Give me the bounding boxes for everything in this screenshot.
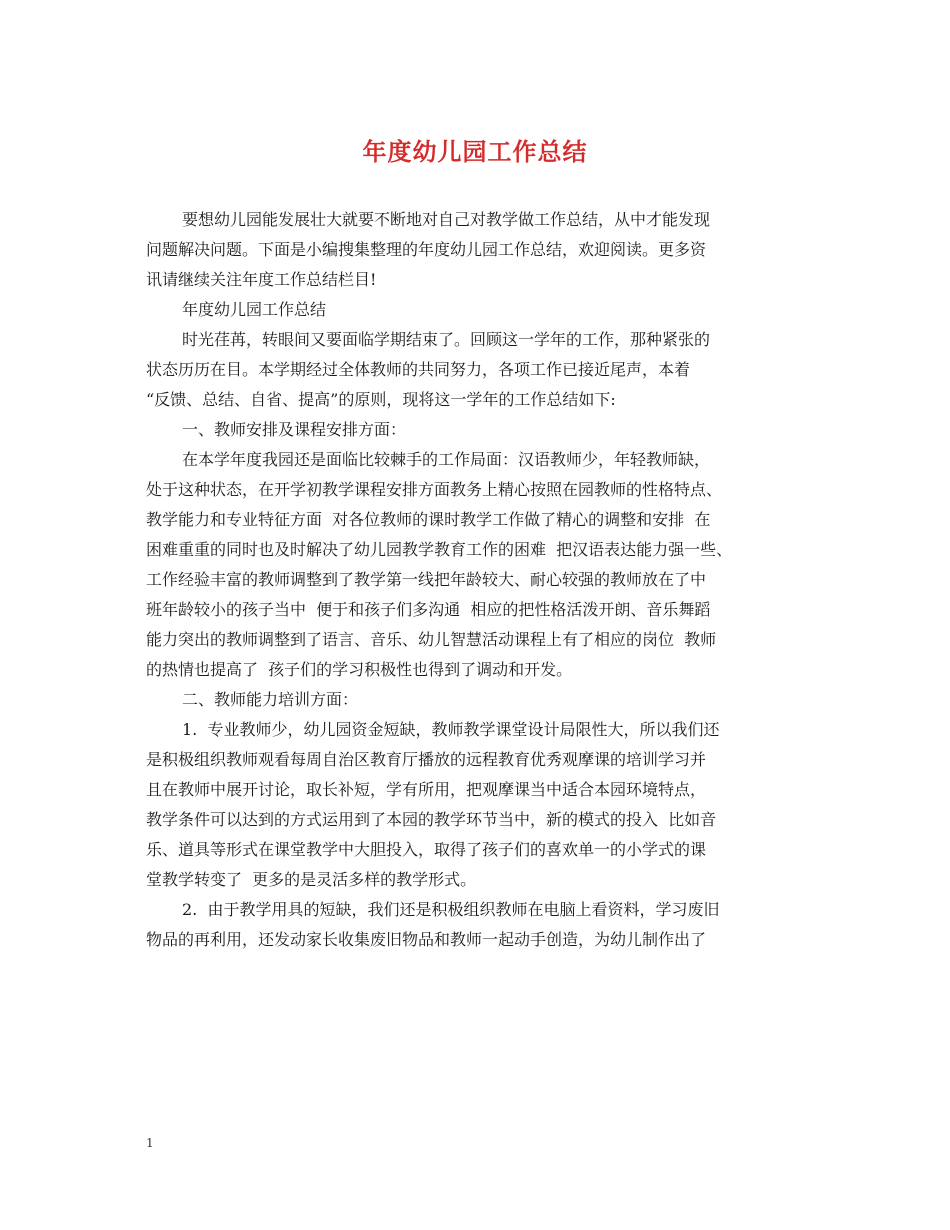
- text-line: 教学条件可以达到的方式运用到了本园的教学环节当中，新的模式的投入 比如音: [146, 810, 717, 829]
- page-number: 1: [146, 1136, 154, 1150]
- text-line: 且在教师中展开讨论，取长补短，学有所用，把观摩课当中适合本园环境特点，: [146, 780, 707, 799]
- text-line: 堂教学转变了 更多的是灵活多样的教学形式。: [146, 870, 477, 889]
- text-line: 教学能力和专业特征方面 对各位教师的课时教学工作做了精心的调整和安排 在: [146, 510, 711, 529]
- text-line: 年度幼儿园工作总结: [182, 300, 327, 319]
- text-line: 在本学年度我园还是面临比较棘手的工作局面：汉语教师少，年轻教师缺，: [182, 450, 711, 469]
- text-line: 工作经验丰富的教师调整到了教学第一线把年龄较大、耐心较强的教师放在了中: [146, 570, 707, 589]
- text-line: 乐、道具等形式在课堂教学中大胆投入，取得了孩子们的喜欢单一的小学式的课: [146, 840, 707, 859]
- document-body: [146, 205, 822, 955]
- text-line: 的热情也提高了 孩子们的学习积极性也得到了调动和开发。: [146, 660, 573, 679]
- text-line: 讯请继续关注年度工作总结栏目!: [146, 270, 377, 289]
- text-line: 一、教师安排及课程安排方面：: [182, 420, 407, 439]
- text-line: 二、教师能力培训方面：: [182, 690, 359, 709]
- text-line: 状态历历在目。本学期经过全体教师的共同努力，各项工作已接近尾声，本着: [146, 360, 691, 379]
- text-line: 要想幼儿园能发展壮大就要不断地对自己对教学做工作总结，从中才能发现: [182, 210, 711, 229]
- text-line: 问题解决问题。下面是小编搜集整理的年度幼儿园工作总结，欢迎阅读。更多资: [146, 240, 707, 259]
- document-title: 年度幼儿园工作总结: [362, 137, 588, 166]
- text-line: 物品的再利用，还发动家长收集废旧物品和教师一起动手创造，为幼儿制作出了: [146, 930, 707, 949]
- text-line: 能力突出的教师调整到了语言、音乐、幼儿智慧活动课程上有了相应的岗位 教师: [146, 630, 717, 649]
- text-line: 是积极组织教师观看每周自治区教育厅播放的远程教育优秀观摩课的培训学习并: [146, 750, 707, 769]
- text-line: 时光荏苒，转眼间又要面临学期结束了。回顾这一学年的工作，那种紧张的: [182, 330, 711, 349]
- text-line: “反馈、总结、自省、提高”的原则，现将这一学年的工作总结如下:: [146, 390, 616, 409]
- text-line: 困难重重的同时也及时解决了幼儿园教学教育工作的困难 把汉语表达能力强一些、: [146, 540, 733, 559]
- text-line: 1. 专业教师少，幼儿园资金短缺，教师教学课堂设计局限性大，所以我们还: [182, 720, 720, 739]
- text-line: 2. 由于教学用具的短缺，我们还是积极组织教师在电脑上看资料，学习废旧: [182, 900, 720, 919]
- text-line: 处于这种状态，在开学初教学课程安排方面教务上精心按照在园教师的性格特点、: [146, 480, 723, 499]
- text-line: 班年龄较小的孩子当中 便于和孩子们多沟通 相应的把性格活泼开朗、音乐舞蹈: [146, 600, 711, 619]
